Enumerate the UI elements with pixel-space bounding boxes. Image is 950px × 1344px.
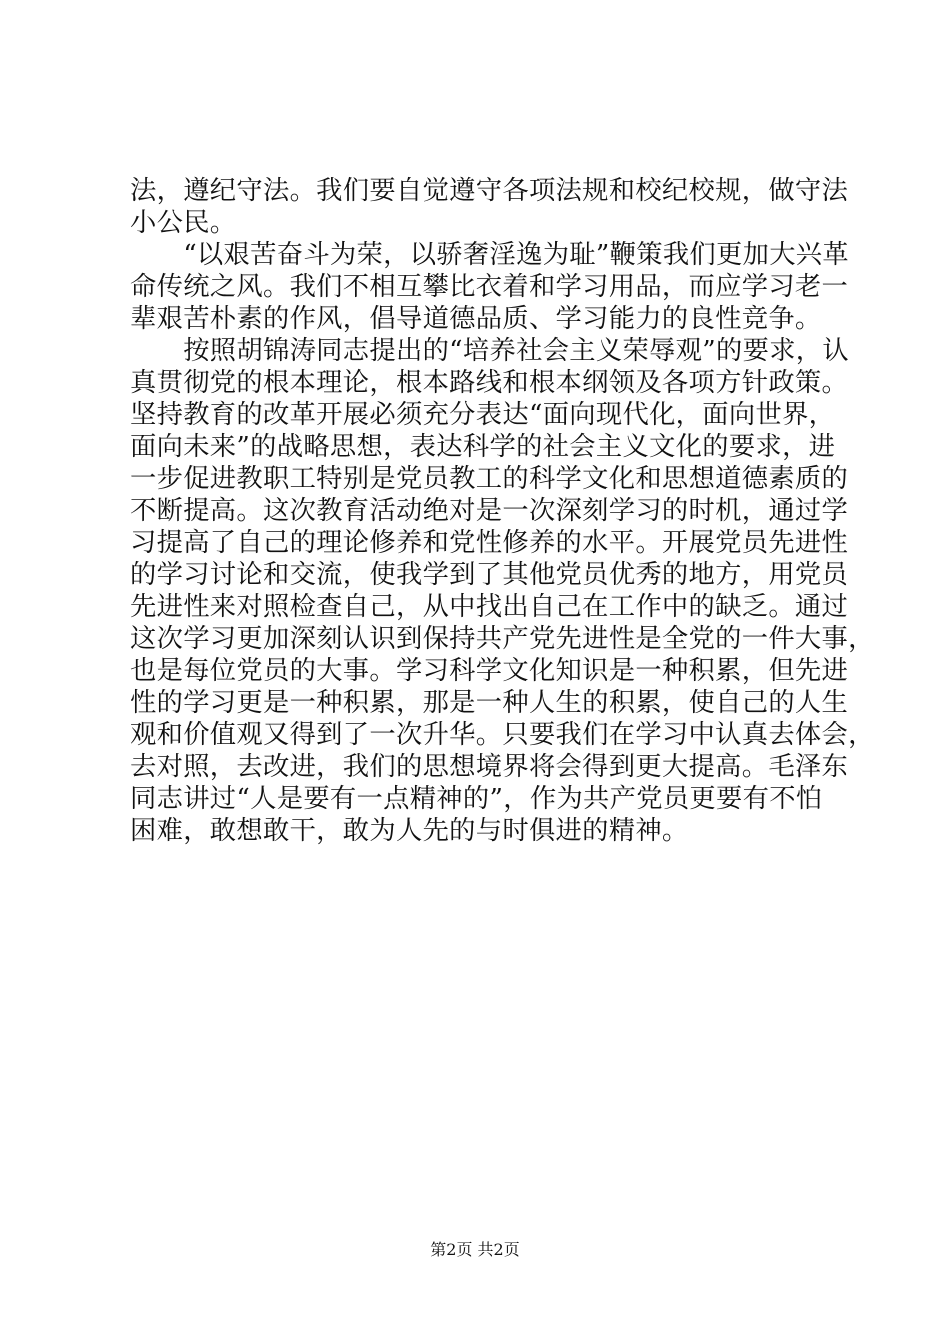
body-line: 法，遵纪守法。我们要自觉遵守各项法规和校纪校规，做守法 xyxy=(130,176,849,206)
body-line: 辈艰苦朴素的作风，倡导道德品质、学习能力的良性竞争。 xyxy=(130,304,822,334)
body-line: 面向未来”的战略思想，表达科学的社会主义文化的要求，进 xyxy=(130,432,836,462)
body-line: 不断提高。这次教育活动绝对是一次深刻学习的时机，通过学 xyxy=(130,496,849,526)
body-line: 命传统之风。我们不相互攀比衣着和学习用品，而应学习老一 xyxy=(130,272,849,302)
body-line: 也是每位党员的大事。学习科学文化知识是一种积累，但先进 xyxy=(130,656,849,686)
body-line: 先进性来对照检查自己，从中找出自己在工作中的缺乏。通过 xyxy=(130,592,849,622)
body-line: 坚持教育的改革开展必须充分表达“面向现代化，面向世界， xyxy=(130,400,836,430)
body-line: 观和价值观又得到了一次升华。只要我们在学习中认真去体会， xyxy=(130,720,875,750)
body-line: 真贯彻党的根本理论，根本路线和根本纲领及各项方针政策。 xyxy=(130,368,849,398)
body-line: 同志讲过“人是要有一点精神的”，作为共产党员更要有不怕 xyxy=(130,784,823,814)
body-line: 性的学习更是一种积累，那是一种人生的积累，使自己的人生 xyxy=(130,688,849,718)
page-number-footer: 第2页 共2页 xyxy=(430,1240,520,1259)
body-line: 去对照，去改进，我们的思想境界将会得到更大提高。毛泽东 xyxy=(130,752,849,782)
body-line: 按照胡锦涛同志提出的“培养社会主义荣辱观”的要求，认 xyxy=(130,336,850,366)
body-line: “以艰苦奋斗为荣，以骄奢淫逸为耻”鞭策我们更加大兴革 xyxy=(130,240,850,270)
body-line: 的学习讨论和交流，使我学到了其他党员优秀的地方，用党员 xyxy=(130,560,849,590)
body-line: 习提高了自己的理论修养和党性修养的水平。开展党员先进性 xyxy=(130,528,849,558)
body-line: 这次学习更加深刻认识到保持共产党先进性是全党的一件大事， xyxy=(130,624,875,654)
body-line: 困难，敢想敢干，敢为人先的与时俱进的精神。 xyxy=(130,816,689,846)
body-line: 一步促进教职工特别是党员教工的科学文化和思想道德素质的 xyxy=(130,464,849,494)
body-line: 小公民。 xyxy=(130,208,237,238)
